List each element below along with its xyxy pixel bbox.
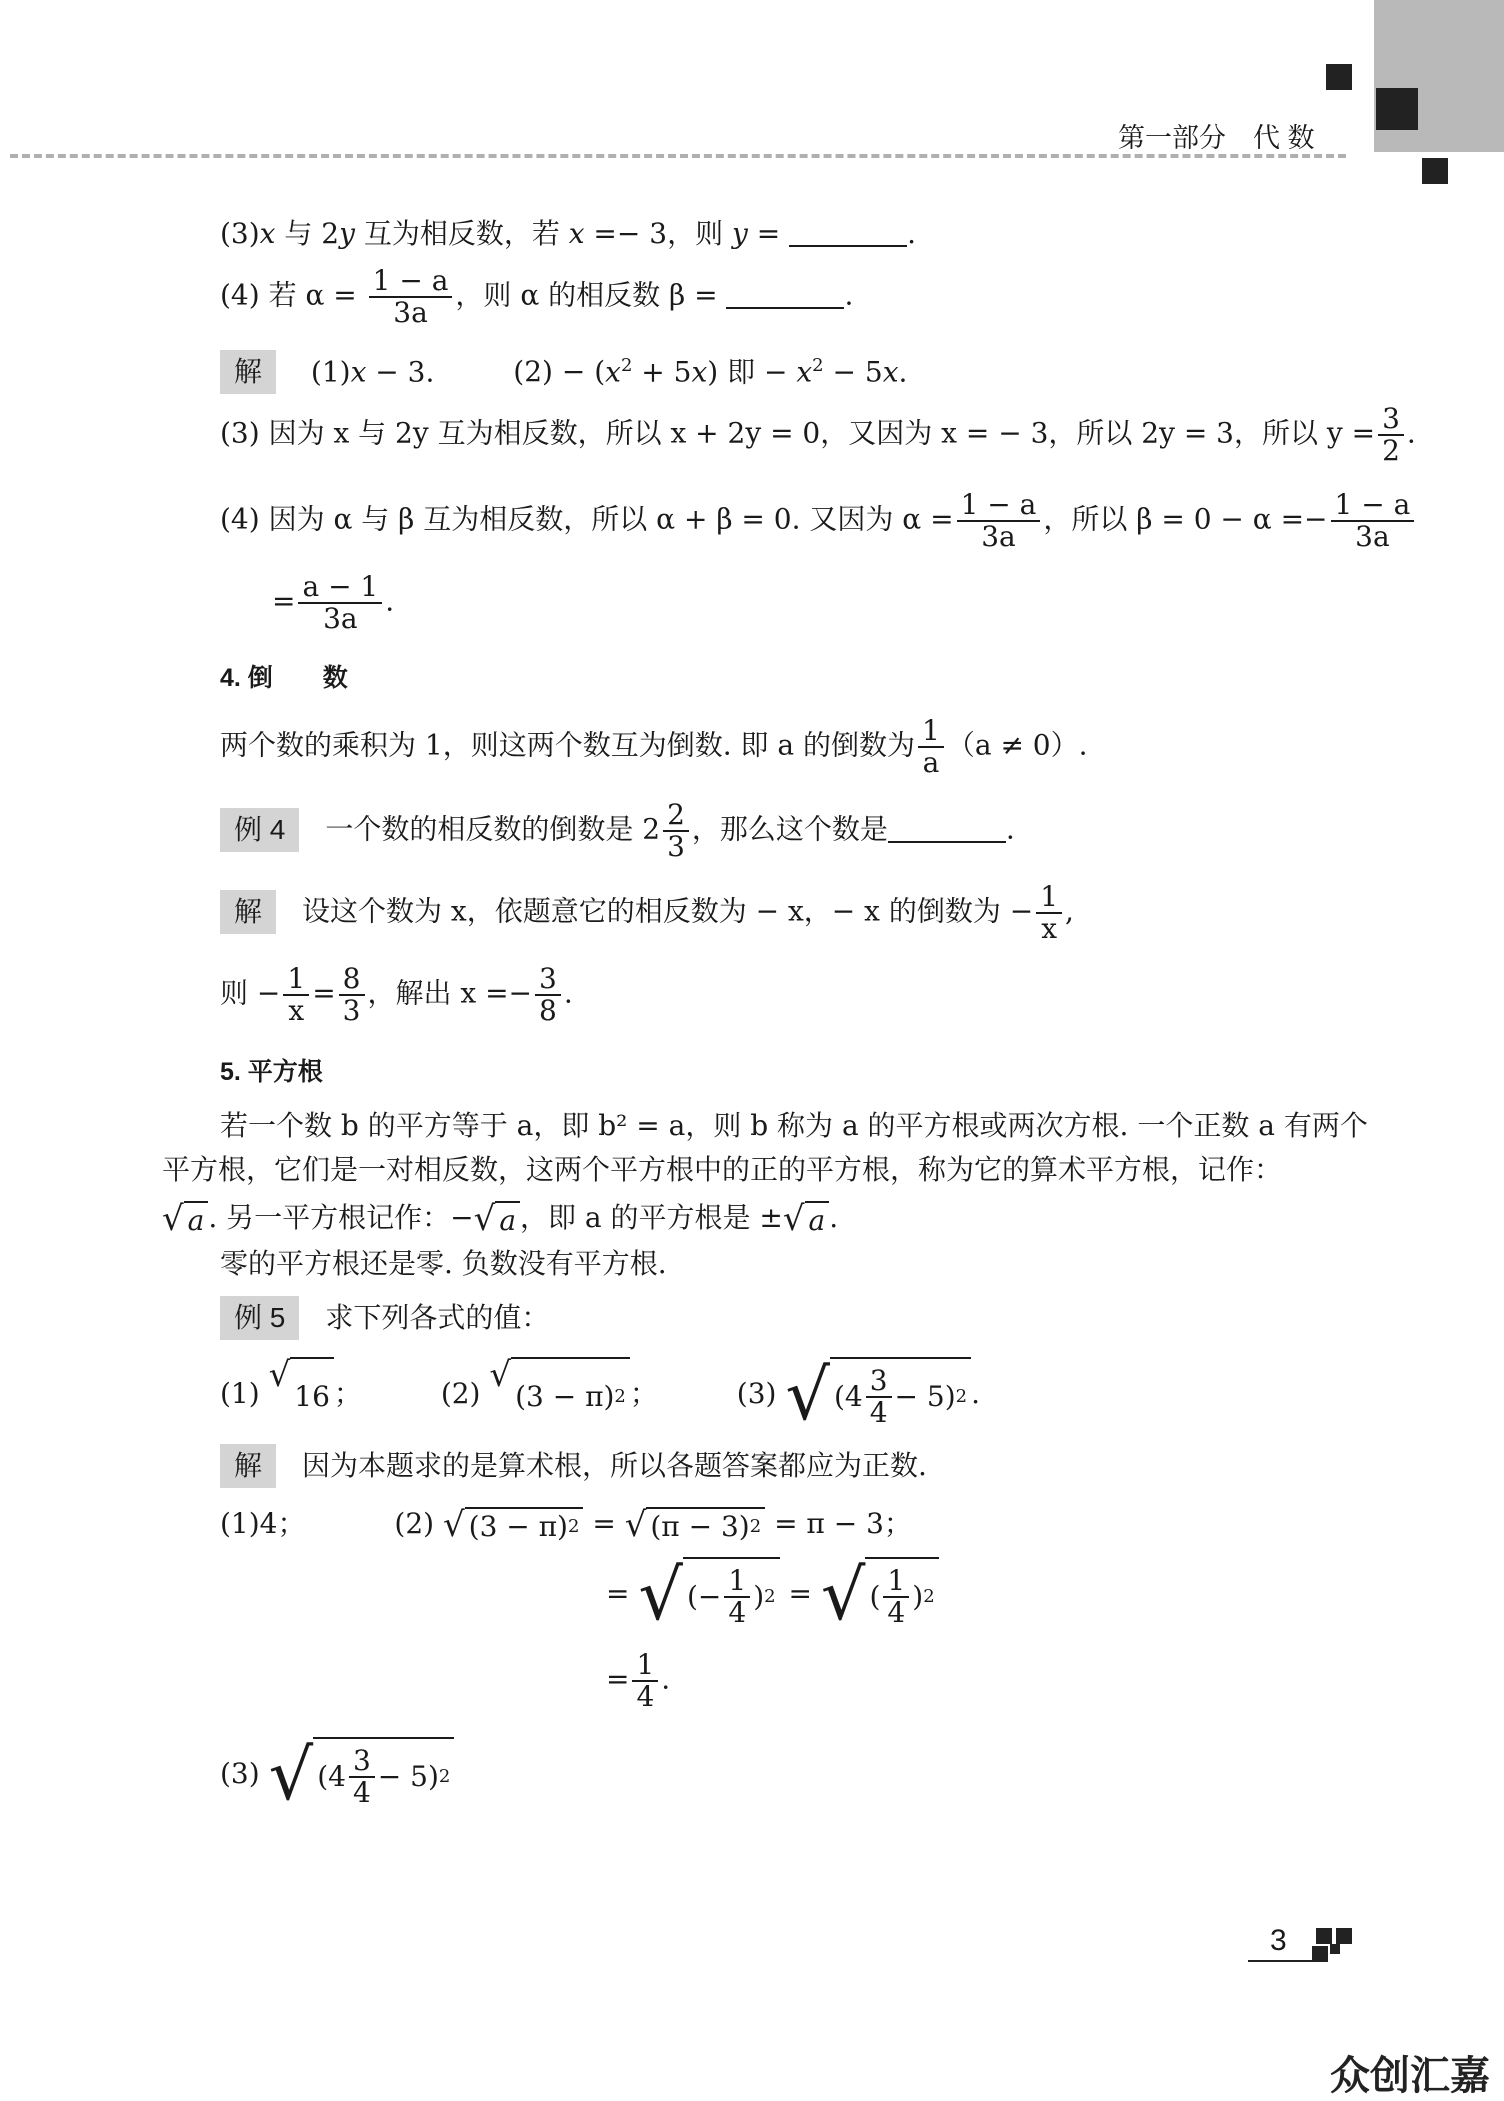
watermark: 众创汇嘉 [1330, 2053, 1490, 2099]
header-square-3 [1422, 158, 1448, 184]
fraction: $\frac{3}{8}$ [535, 964, 561, 1026]
sqrt: √ a [783, 1201, 829, 1239]
fraction: $\frac{2}{3}$ [663, 800, 689, 862]
sqrt: √ (4 $\frac{3}{4}$ − 5) 2 [269, 1737, 455, 1815]
example-tag: 例 4 [220, 808, 299, 852]
fraction: $\frac{3}{4}$ [866, 1366, 892, 1428]
solution-tag: 解 [220, 350, 276, 394]
solution-4: (4) 因为 α 与 β 互为相反数，所以 α + β = 0. 又因为 α = $\frac{1 - a}{3a}$ ，所以 β = 0 − α =− $\frac{1 - a}{3a}$ [220, 490, 1417, 552]
sqrt: √ (π − 3) 2 [625, 1507, 765, 1545]
fraction: $\frac{3}{4}$ [349, 1746, 375, 1808]
sqrt: √ (4 $\frac{3}{4}$ − 5) 2 [785, 1357, 971, 1435]
solution-example-4-result: 则 − $\frac{1}{x}$ = $\frac{8}{3}$ ，解出 x =− $\frac{3}{8}$ . [220, 962, 573, 1027]
fraction: $\frac{1}{x}$ [283, 964, 309, 1026]
example-4: 例 4 一个数的相反数的倒数是 2 $\frac{2}{3}$ ，那么这个数是 . [220, 800, 1015, 862]
fraction: $\frac{1}{a}$ [918, 716, 944, 778]
sqrt: √ (3 − π) 2 [489, 1357, 629, 1435]
solution-5-row-2: = √ (− $\frac{1}{4}$ ) 2 = √ ( $\frac{1}{4}$ ) 2 [606, 1556, 939, 1635]
question-4: (4) 若 α = $\frac{1 - a}{3a}$ ，则 α 的相反数 β = . [220, 264, 854, 329]
fraction: $\frac{1}{4}$ [883, 1566, 909, 1628]
example-5-items: (1) √ 16 ； (2) √ (3 − π) 2 ； (3) √ (4 $\frac{3}{4}$ − 5) 2 . [220, 1353, 980, 1436]
footer-square-3 [1312, 1946, 1328, 1962]
answer-blank [789, 243, 907, 247]
sqrt-paragraph-line-1: 若一个数 b 的平方等于 a，即 b² = a，则 b 称为 a 的平方根或两次方根. 一个正数 a 有两个 [220, 1109, 1368, 1142]
reciprocal-definition: 两个数的乘积为 1，则这两个数互为倒数. 即 a 的倒数为 $\frac{1}{a}$ （a ≠ 0）. [220, 714, 1088, 779]
footer-square-4 [1330, 1944, 1340, 1954]
answer-blank [726, 305, 844, 309]
page-number: 3 [1270, 1924, 1287, 1957]
sqrt: √ a [162, 1201, 208, 1239]
fraction: $\frac{8}{3}$ [339, 964, 365, 1026]
fraction: $\frac{1 - a}{3a}$ [1331, 490, 1415, 552]
solution-tag: 解 [220, 890, 276, 934]
footer-square-1 [1316, 1928, 1332, 1944]
sqrt: √ (− $\frac{1}{4}$ ) 2 [638, 1557, 779, 1635]
header-title: 第一部分 代 数 [1118, 123, 1315, 153]
solution-3: (3) 因为 x 与 2y 互为相反数，所以 x + 2y = 0，又因为 x = − 3，所以 2y = 3，所以 y = $\frac{3}{2}$ . [220, 402, 1416, 467]
solution-1-2: 解 (1)x − 3. $(2) - (x^2 + 5x)$ 即 − $x^2 - 5x$. [220, 348, 907, 394]
solution-example-5: 解 因为本题求的是算术根，所以各题答案都应为正数. [220, 1444, 927, 1488]
solution-5-row-1: (1)4； (2) √ (3 − π) 2 = √ (π − 3) 2 = π − 3； [220, 1504, 912, 1545]
section-5-heading: 5. 平方根 [220, 1058, 323, 1086]
sqrt: √ ( $\frac{1}{4}$ ) 2 [821, 1557, 939, 1635]
fraction: $\frac{a - 1}{3a}$ [298, 572, 382, 634]
fraction: $\frac{1}{4}$ [724, 1566, 750, 1628]
solution-5-row-3: = $\frac{1}{4}$ . [606, 1648, 671, 1713]
example-5: 例 5 求下列各式的值： [220, 1296, 549, 1340]
sqrt-paragraph-line-3: √ a . 另一平方根记作：− √ a ，即 a 的平方根是 ± √ a . [162, 1198, 839, 1239]
footer-square-2 [1336, 1928, 1352, 1944]
answer-blank [888, 839, 1006, 843]
fraction: $\frac{1 - a}{3a}$ [957, 490, 1041, 552]
section-4-heading: 4. 倒 数 [220, 664, 348, 692]
fraction: $\frac{1 - a}{3a}$ [369, 266, 453, 328]
fraction: $\frac{3}{2}$ [1378, 404, 1404, 466]
sqrt-paragraph-line-2: 平方根，它们是一对相反数，这两个平方根中的正的平方根，称为它的算术平方根，记作： [162, 1153, 1283, 1186]
question-3: (3)x 与 2y 互为相反数，若 x =− 3，则 y = . [220, 217, 916, 250]
sqrt: √ a [474, 1201, 520, 1239]
page-number-rule [1248, 1960, 1312, 1962]
sqrt-paragraph-line-4: 零的平方根还是零. 负数没有平方根. [220, 1247, 667, 1280]
header-square-1 [1326, 64, 1352, 90]
sqrt: √ 16 [269, 1357, 334, 1435]
sqrt: √ (3 − π) 2 [443, 1507, 583, 1545]
solution-example-4: 解 设这个数为 x，依题意它的相反数为 − x，− x 的倒数为 − $\frac{1}{x}$ , [220, 882, 1074, 944]
fraction: $\frac{1}{4}$ [632, 1650, 658, 1712]
example-tag: 例 5 [220, 1296, 299, 1340]
solution-tag: 解 [220, 1444, 276, 1488]
solution-5-row-4: (3) √ (4 $\frac{3}{4}$ − 5) 2 [220, 1736, 454, 1815]
fraction: $\frac{1}{x}$ [1036, 882, 1062, 944]
solution-4-continued: = $\frac{a - 1}{3a}$ . [272, 570, 395, 635]
header-square-2 [1376, 88, 1418, 130]
